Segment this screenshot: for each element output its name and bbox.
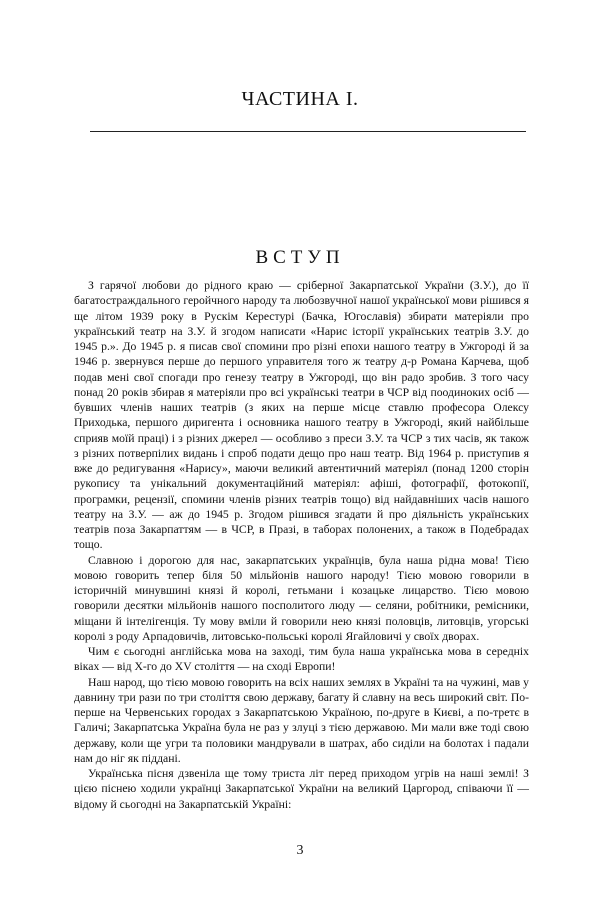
paragraph: Славною і дорогою для нас, закарпатських українців, була наша рідна мова! Тією мовою говорить тепер біля 50 мільйонів нашого народу! Тією мовою говорили в історичній минувшині князі й королі, гетьмани і козацьке лицарство. Тією мовою говорили десятки мільйонів нашого посполитого люду — селяни, робітники, ремісники, міщани й інтелігенція. Ту мову вміли й говорили нею князі половців, литовців, угорські королі з роду Арпадовичів, литовсько-польські королі Ягайловичі у своїх дворах. <box>74 553 529 643</box>
title-rule <box>90 131 526 132</box>
page-number: 3 <box>296 843 304 858</box>
paragraph: З гарячої любови до рідного краю — сріберної Закарпатської України (З.У.), до її багатостраждального геройчного народу та любозвучної нашої української мови рішився я ще літом 1939 року в Рускім Керестурі (Бачка, Югославія) збирати матеріяли про український театр на З.У. й згодом написати «Нарис історії українських театрів З.У. до 1945 р.». До 1945 р. я писав свої спомини про різні епохи нашого театру в Ужгороді й за 1946 р. звернувся перше до першого управителя того ж театру д-р Романа Карчева, щоб подав мені свої спогади про генезу театру в Ужгороді, що він радо зробив. З того часу понад 20 років збирав я матеріяли про всі українські театри в ЧСР від поодиноких осіб — бувших членів наших театрів (з яких на перше місце ставлю професора Олексу Приходька, першого диригента і основника нашого театру в Ужгороді, який найбільше сприяв моїй праці) і з різних джерел — особливо з преси З.У. та ЧСР з тих часів, як також з різних потверпілих видань і спроб подати дещо про наш театр. Від 1964 р. приступив я вже до редигування «Нарису», маючи великий автентичний матеріял (понад 1200 сторін рукопису та унікальний документаційний матеріял: афіші, фотографії, фотокопії, програмки, рецензії, спомини членів різних театрів тощо) від найдавніших часів нашого театру на З.У. — аж до 1945 р. Згодом рішився згадати й про діяльність українських театрів поза Закарпаттям — в ЧСР, в Празі, в таборах полонених, а також в Подебрадах тощо. <box>74 279 529 552</box>
paragraph: Українська пісня дзвеніла ще тому триста літ перед приходом угрів на наші землі! З цією піснею ходили українці Закарпатської України на великий Царгород, співаючи її — відому й сьогодні на Закарпатській Україні: <box>74 767 529 811</box>
paragraph: Чим є сьогодні англійська мова на заході, тим була наша українська мова в середніх віках — від X-го до XV століття — на сході Европи! <box>74 645 529 674</box>
paragraph: Наш народ, що тією мовою говорить на всіх наших землях в Україні та на чужині, мав у давнину три рази по три століття свою державу, багату й славну на весь широкий світ. По-перше на Червенських городах з Закарпатською Україною, по-друге в Києві, а по-третє в Галичі; Закарпатська Україна була не раз у злуці з тією державою. Ми мали вже тоді свою державу, коли ще угри та половики мандрували в шатрах, або сиділи на болотах і падали нам до ніг як піддані. <box>74 675 529 765</box>
part-title: ЧАСТИНА І. <box>241 88 359 110</box>
body-text <box>74 278 529 812</box>
section-title: ВСТУП <box>255 247 345 268</box>
